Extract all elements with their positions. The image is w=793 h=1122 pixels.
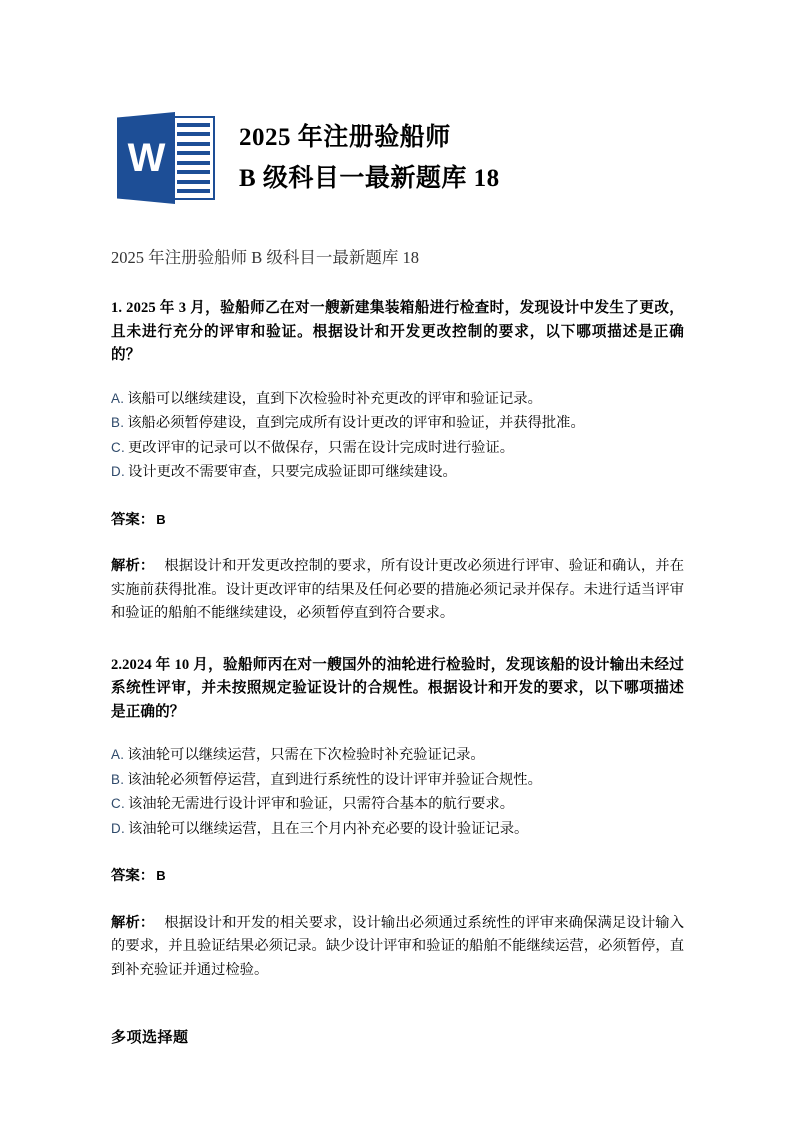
answer-row [111,864,684,889]
option-letter: D. [111,464,125,479]
word-icon-line [177,170,210,174]
option-letter: C. [111,439,125,455]
option-letter: D. [111,820,125,836]
word-icon-document-sheet [173,116,215,200]
question-text: 1. 2025 年 3 月，验船师乙在对一艘新建集装箱船进行检查时，发现设计中发生了更改，且未进行充分的评审和验证。根据设计和开发更改控制的要求，以下哪项描述是正确的？ [111,300,684,363]
answer-value: B [156,511,166,527]
microsoft-word-icon [111,108,217,208]
option-letter: A. [111,390,125,406]
option-letter: B. [111,415,125,430]
option-label: 该油轮可以继续运营，且在三个月内补充必要的设计验证记录。 [128,820,529,837]
word-icon-line [177,189,210,193]
page-title [239,117,684,199]
word-icon-letter: W [127,136,165,180]
word-icon-line [177,132,210,136]
word-icon-line [177,123,210,127]
option-item[interactable] [111,768,684,793]
options-list [111,743,684,841]
analysis-block [111,555,684,626]
option-label: 更改评审的记录可以不做保存，只需在设计完成时进行验证。 [128,439,515,456]
document-header [111,0,684,208]
answer-label: 答案： [111,511,155,528]
option-item[interactable] [111,387,684,412]
answer-value: B [156,868,166,883]
analysis-label: 解析： [111,914,155,931]
option-item[interactable] [111,743,684,768]
answer-label: 答案： [111,868,155,884]
option-letter: B. [111,771,125,787]
option-item[interactable] [111,436,684,461]
option-item[interactable] [111,460,684,485]
word-icon-line [177,161,210,165]
option-letter: C. [111,796,125,811]
document-subtitle: 2025 年注册验船师 B 级科目一最新题库 18 [111,248,420,267]
option-label: 该油轮必须暂停运营，直到进行系统性的设计评审并验证合规性。 [127,771,542,788]
page-title-line-2: B 级科目一最新题库 18 [239,165,500,192]
question-text: 2.2024 年 10 月，验船师丙在对一艘国外的油轮进行检验时，发现该船的设计输出未经过系统性评审，并未按照规定验证设计的合规性。根据设计和开发的要求，以下哪项描述是正确的？ [111,656,684,720]
analysis-label: 解析： [111,558,155,574]
option-item[interactable] [111,817,684,842]
analysis-text: 根据设计和开发的相关要求，设计输出必须通过系统性的评审来确保满足设计输入的要求，并且验证结果必须记录。缺少设计评审和验证的船舶不能继续运营，必须暂停，直到补充验证并通过检验。 [111,914,685,978]
option-letter: A. [111,747,125,762]
page-title-line-1: 2025 年注册验船师 [239,124,451,151]
analysis-block [111,912,684,983]
word-icon-line [177,180,210,184]
section-heading: 多项选择题 [111,1030,189,1046]
option-item[interactable] [111,792,684,817]
option-label: 该船可以继续建设，直到下次检验时补充更改的评审和验证记录。 [127,390,542,407]
option-item[interactable] [111,411,684,436]
word-icon-line [177,142,210,146]
option-label: 该船必须暂停建设，直到完成所有设计更改的评审和验证，并获得批准。 [127,415,585,431]
option-label: 该油轮无需进行设计评审和验证，只需符合基本的航行要求。 [128,796,515,812]
word-icon-line [177,151,210,155]
option-label: 设计更改不需要审查，只要完成验证即可继续建设。 [128,464,457,480]
answer-row [111,508,684,533]
analysis-text: 根据设计和开发更改控制的要求，所有设计更改必须进行评审、验证和确认，并在实施前获得批准。设计更改评审的结果及任何必要的措施必须记录并保存。未进行适当评审和验证的船舶不能继续建设，必须暂停直到符合要求。 [111,558,685,621]
document-content [111,0,684,1050]
option-label: 该油轮可以继续运营，只需在下次检验时补充验证记录。 [127,747,485,763]
options-list [111,387,684,485]
